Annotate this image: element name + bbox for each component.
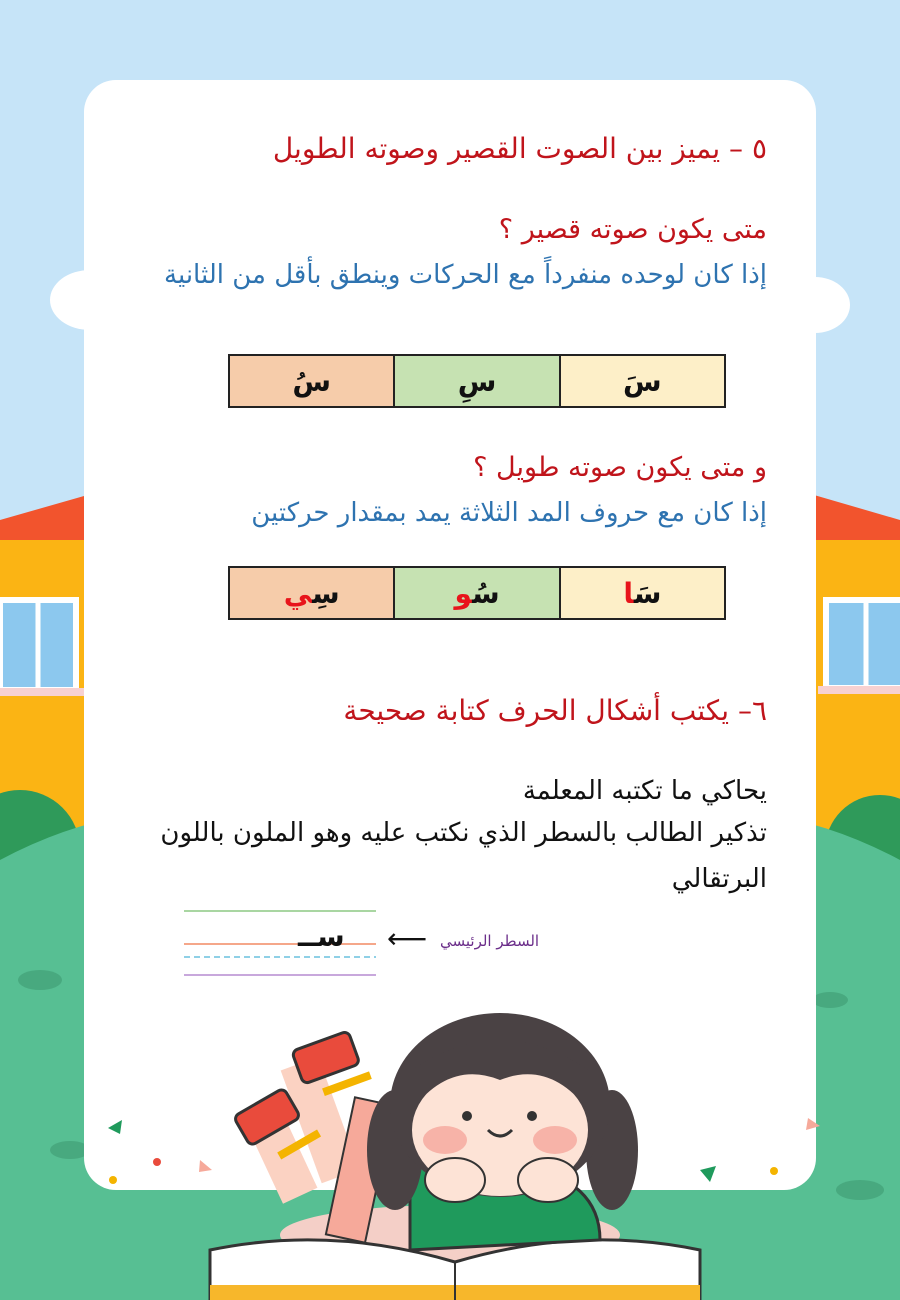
long-question: و متى يكون صوته طويل ؟ <box>473 452 767 483</box>
confetti <box>770 1167 778 1175</box>
main-line-label: السطر الرئيسي <box>440 932 540 950</box>
confetti <box>700 1166 716 1182</box>
short-vowel-table <box>228 354 726 408</box>
objective-6-heading: ٦– يكتب أشكال الحرف كتابة صحيحة <box>343 694 767 727</box>
objective-5-heading: ٥ – يميز بين الصوت القصير وصوته الطويل <box>272 132 767 165</box>
cell-damma: سُ <box>229 355 394 407</box>
cell-waw-mad: سُو <box>394 567 559 619</box>
long-vowel-table <box>228 566 726 620</box>
cell-alif-mad: سَا <box>560 567 725 619</box>
cell-fatha: سَ <box>560 355 725 407</box>
short-answer: إذا كان لوحده منفرداً مع الحركات وينطق بأقل من الثانية <box>164 260 767 290</box>
sneaker <box>292 1031 360 1084</box>
short-question: متى يكون صوته قصير ؟ <box>498 214 767 245</box>
confetti <box>199 1160 212 1172</box>
confetti <box>108 1120 122 1134</box>
writing-lines-diagram <box>184 905 376 985</box>
confetti <box>109 1176 117 1184</box>
sample-letter: ســ <box>298 920 345 953</box>
writing-line-1: يحاكي ما تكتبه المعلمة <box>522 776 767 806</box>
arrow-icon: ⟵ <box>387 922 428 955</box>
cell-ya-mad: سِي <box>229 567 394 619</box>
confetti <box>806 1118 820 1130</box>
confetti <box>153 1158 161 1166</box>
long-answer: إذا كان مع حروف المد الثلاثة يمد بمقدار حركتين <box>251 498 767 528</box>
cell-kasra: سِ <box>394 355 559 407</box>
writing-line-2: تذكير الطالب بالسطر الذي نكتب عليه وهو الملون باللون البرتقالي <box>160 818 767 894</box>
